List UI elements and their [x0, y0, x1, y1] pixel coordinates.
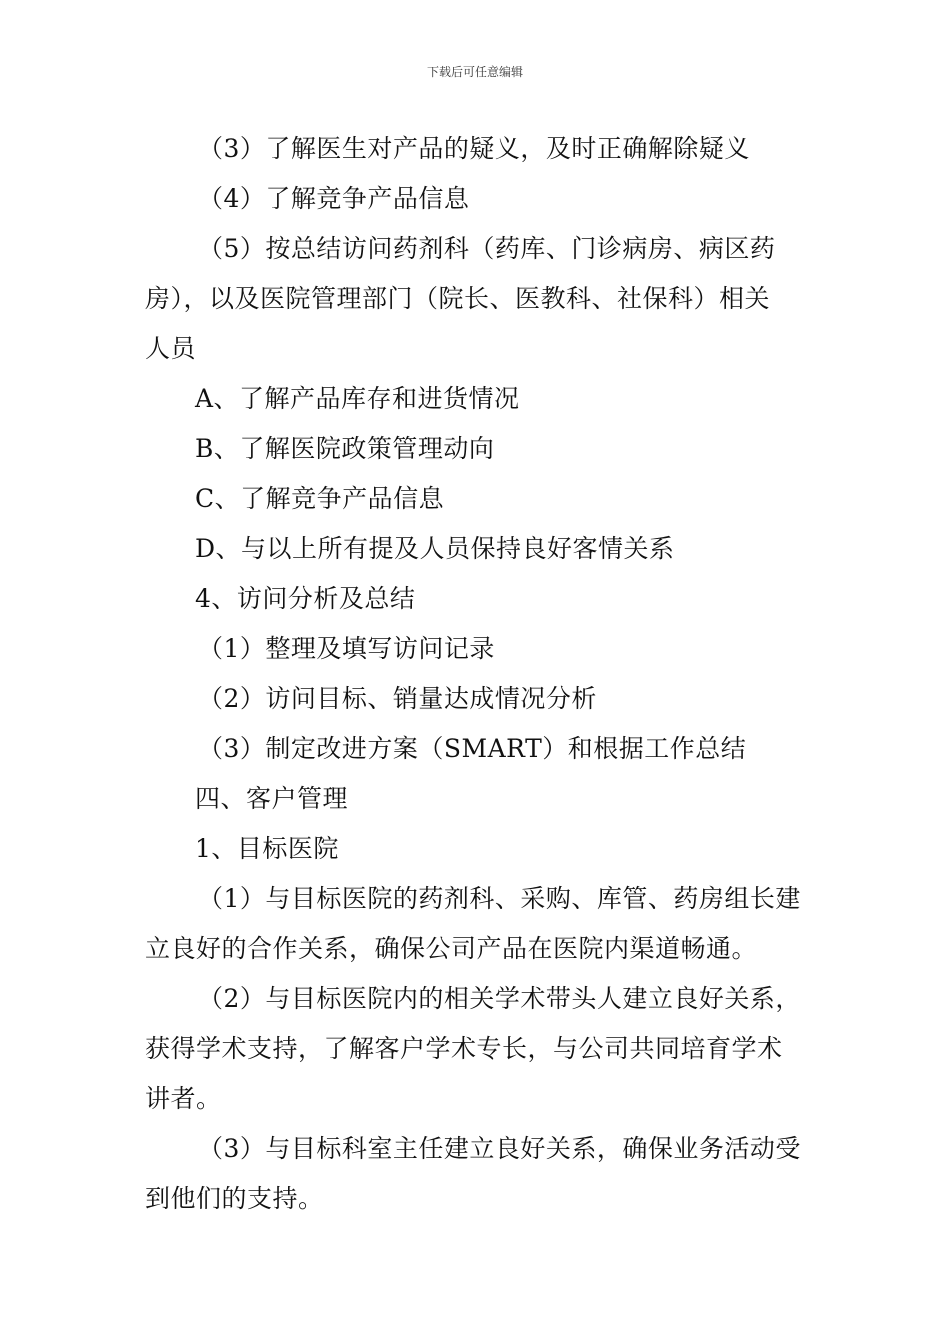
text-line: B、了解医院政策管理动向 — [195, 434, 495, 463]
section-heading: 1、目标医院 — [195, 834, 339, 863]
text-line: （2）访问目标、销量达成情况分析 — [198, 684, 597, 713]
text-line: 立良好的合作关系，确保公司产品在医院内渠道畅通。 — [145, 934, 758, 963]
text-line: （5）按总结访问药剂科（药库、门诊病房、病区药 — [198, 234, 776, 263]
text-line: C、了解竞争产品信息 — [195, 484, 445, 513]
text-line: 房），以及医院管理部门（院长、医教科、社保科）相关 — [145, 284, 771, 313]
text-line: （3）与目标科室主任建立良好关系，确保业务活动受 — [198, 1134, 801, 1163]
page-header: 下载后可任意编辑 — [426, 65, 523, 79]
text-line: （3）制定改进方案（SMART）和根据工作总结 — [198, 734, 747, 763]
text-line: （1）与目标医院的药剂科、采购、库管、药房组长建 — [198, 884, 801, 913]
text-line: （3）了解医生对产品的疑义，及时正确解除疑义 — [198, 134, 750, 163]
text-line: 人员 — [145, 334, 197, 363]
text-line: （4）了解竞争产品信息 — [198, 184, 470, 213]
text-line: 到他们的支持。 — [145, 1184, 324, 1213]
text-line: （1）整理及填写访问记录 — [198, 634, 495, 663]
text-line: 获得学术支持，了解客户学术专长，与公司共同培育学术 — [145, 1034, 783, 1063]
section-heading: 4、访问分析及总结 — [195, 584, 416, 613]
text-line: 讲者。 — [145, 1084, 222, 1113]
text-line: A、了解产品库存和进货情况 — [195, 384, 520, 413]
text-line: （2）与目标医院内的相关学术带头人建立良好关系， — [198, 984, 801, 1013]
text-line: D、与以上所有提及人员保持良好客情关系 — [195, 534, 675, 563]
section-heading: 四、客户管理 — [195, 784, 349, 813]
